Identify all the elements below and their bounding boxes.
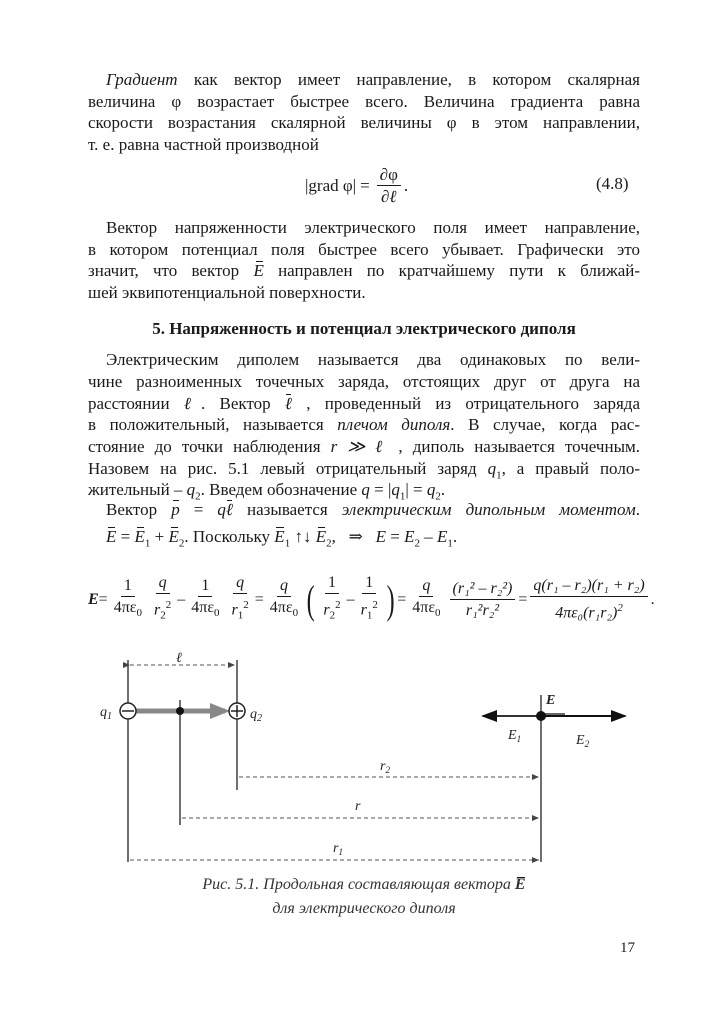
v: E xyxy=(106,527,117,546)
sub: 1 xyxy=(447,537,453,550)
p1-line-3: скорости возрастания скалярной величины φ в этом направлении, xyxy=(88,113,640,132)
p2-line-3 xyxy=(88,260,640,282)
t: жительный – xyxy=(88,480,187,499)
sub: 1 xyxy=(284,537,291,550)
p3-line-8 xyxy=(88,499,640,521)
sub: 2 xyxy=(326,537,332,550)
label-E2 xyxy=(575,733,590,749)
observation-point xyxy=(536,711,546,721)
sup: 2 xyxy=(335,599,341,612)
arrowhead xyxy=(210,703,230,719)
t: ↑↓ xyxy=(290,527,316,546)
frac xyxy=(450,579,516,622)
vector-E: E xyxy=(514,876,526,893)
ell: ℓ xyxy=(183,394,202,413)
sub: 2 xyxy=(329,609,336,622)
equation-4-8 xyxy=(305,162,408,210)
sub: 0 xyxy=(292,607,299,620)
minus: – xyxy=(346,591,355,608)
m: E xyxy=(436,527,448,546)
d: r xyxy=(323,601,330,619)
v: E xyxy=(315,527,327,546)
math: q xyxy=(487,459,497,478)
d: 4πε xyxy=(191,598,215,616)
t: стояние до точки наблюдения xyxy=(88,437,331,456)
t: . xyxy=(452,527,458,546)
sub: 0 xyxy=(435,607,441,620)
label-q2 xyxy=(250,707,262,724)
t: = xyxy=(179,500,218,519)
p3-line-6 xyxy=(88,458,640,480)
E: E xyxy=(576,733,585,748)
eq: = xyxy=(98,591,108,608)
label-r2 xyxy=(380,759,390,775)
t: Вектор xyxy=(106,500,172,519)
m: E xyxy=(404,527,415,546)
eq: = xyxy=(254,591,264,608)
t: + xyxy=(150,527,169,546)
t: . xyxy=(635,500,641,519)
m: q xyxy=(426,480,436,499)
t: . Введем обозначение xyxy=(200,480,362,499)
frac xyxy=(229,573,252,627)
text: как вектор имеет направление, в котором скалярная xyxy=(177,70,640,89)
m: q xyxy=(361,480,370,499)
v: E xyxy=(134,527,145,546)
t: Назовем на рис. 5.1 левый отрицательный заряд xyxy=(88,459,488,478)
label-r: r xyxy=(355,799,361,814)
E: E xyxy=(508,728,517,743)
paren: ) xyxy=(386,577,395,622)
d: r xyxy=(154,601,161,619)
sup: 2 xyxy=(617,601,623,614)
label-q1 xyxy=(100,705,112,722)
m: q xyxy=(186,480,196,499)
sub: 2 xyxy=(584,739,590,749)
r: r xyxy=(380,759,386,774)
vector-p: p xyxy=(171,500,180,519)
dipole-figure xyxy=(0,640,722,880)
sub: 1 xyxy=(366,609,373,622)
figure-caption-line-2: для электрического диполя xyxy=(272,900,456,917)
sub: 1 xyxy=(107,711,112,722)
math: r ≫ ℓ xyxy=(330,437,389,456)
v: E xyxy=(168,527,179,546)
text: значит, что вектор xyxy=(88,261,254,280)
sup: 2 xyxy=(165,599,172,612)
n: 1 xyxy=(198,576,212,597)
sub: 1 xyxy=(237,609,244,622)
r: r xyxy=(333,841,339,856)
sup: 2 xyxy=(243,599,249,612)
sub: 1 xyxy=(516,734,522,744)
t: называется xyxy=(232,500,342,519)
p3-line-4 xyxy=(88,414,640,436)
term-gradient: Градиент xyxy=(106,70,178,89)
frac xyxy=(188,576,222,624)
t: . Вектор xyxy=(201,394,285,413)
page-number: 17 xyxy=(620,940,635,956)
t: = xyxy=(385,527,405,546)
label-r1 xyxy=(333,841,343,857)
label-E: E xyxy=(546,693,556,708)
d: r xyxy=(231,601,238,619)
field-equation xyxy=(88,572,655,628)
n: q xyxy=(233,573,247,594)
p3-line-5 xyxy=(88,436,640,458)
sub: 2 xyxy=(435,490,441,503)
p2-line-4: шей эквипотенциальной поверхности. xyxy=(88,283,366,302)
q: q xyxy=(100,705,107,720)
numerator: ∂φ xyxy=(377,165,401,186)
eq: = xyxy=(397,591,407,608)
vector-E: E xyxy=(253,261,264,280)
p2-line-1: Вектор напряженности электрического поля имеет направление, xyxy=(106,218,640,237)
sub: 2 xyxy=(414,537,420,550)
t: , проведенный из отрицательного заряда xyxy=(292,394,641,413)
label-E1 xyxy=(507,728,521,744)
n: q xyxy=(419,576,433,597)
t: . В случае, когда рас- xyxy=(450,415,641,434)
frac xyxy=(320,573,343,627)
sub: 0 xyxy=(214,607,220,620)
sup: 2 xyxy=(372,599,378,612)
n: (r₁² – r₂²) xyxy=(450,579,516,600)
p3-line-3 xyxy=(88,393,640,415)
n: q(r₁ – r₂)(r₁ + r₂) xyxy=(530,576,647,597)
t: расстоянии xyxy=(88,394,184,413)
m: E xyxy=(375,527,386,546)
p2-line-2: в котором потенциал поля быстрее всего убывает. Графически это xyxy=(88,240,640,259)
denominator: ∂ℓ xyxy=(381,186,397,206)
d: r₁²r₂² xyxy=(465,601,500,619)
p3-line-7 xyxy=(88,479,640,501)
t: , диполь называется точечным. xyxy=(388,437,640,456)
equation-number: (4.8) xyxy=(596,174,629,193)
v: E xyxy=(274,527,285,546)
frac xyxy=(111,576,145,624)
sub: 2 xyxy=(195,490,201,503)
p1-line-2: величина φ возрастает быстрее всего. Величина градиента равна xyxy=(88,92,640,111)
t: Рис. 5.1. Продольная составляющая вектора xyxy=(202,876,515,893)
sub: 2 xyxy=(257,713,262,724)
d: 4πε₀(r₁r₂) xyxy=(555,604,618,622)
n: q xyxy=(277,576,291,597)
sub: 1 xyxy=(496,469,502,482)
E: E xyxy=(88,591,99,608)
t: = | xyxy=(369,480,392,499)
equals: = xyxy=(360,176,370,195)
sub: 2 xyxy=(385,765,390,775)
d: 4πε xyxy=(412,598,436,616)
sub: 1 xyxy=(144,537,151,550)
dot: . xyxy=(650,591,655,608)
frac xyxy=(530,576,647,624)
p1-line-4: т. е. равна частной производной xyxy=(88,135,319,154)
frac xyxy=(151,573,174,627)
sub: 2 xyxy=(160,609,166,622)
n: 1 xyxy=(325,573,339,594)
m: q xyxy=(217,500,226,519)
frac xyxy=(409,576,443,624)
d: 4πε xyxy=(113,598,137,616)
minus: – xyxy=(177,591,186,608)
t: в положительный, называется xyxy=(88,415,338,434)
sub: 0 xyxy=(136,607,142,620)
n: q xyxy=(156,573,170,594)
section-heading: 5. Напряженность и потенциал электрического диполя xyxy=(152,319,576,338)
d: r xyxy=(360,601,367,619)
eq: = xyxy=(518,591,528,608)
p3-line-2: чине разноименных точечных заряда, отстоящих друг от друга на xyxy=(88,372,640,391)
p3-line-9 xyxy=(106,526,658,548)
n: 1 xyxy=(121,576,135,597)
t: – xyxy=(419,527,437,546)
t: = xyxy=(116,527,135,546)
term-dipole-moment: электрическим дипольным моментом xyxy=(341,500,636,519)
frac xyxy=(358,573,381,627)
p1-line-1 xyxy=(88,69,640,91)
sub: 2 xyxy=(178,537,185,550)
fraction xyxy=(377,165,401,208)
m: q xyxy=(391,480,400,499)
sub: 1 xyxy=(338,847,343,857)
paren: ( xyxy=(306,577,315,622)
dipole-center xyxy=(176,707,184,715)
vector-ell: ℓ xyxy=(284,394,293,413)
t: , а правый поло- xyxy=(501,459,640,478)
t: , ⇒ xyxy=(331,527,376,546)
d: 4πε xyxy=(269,598,293,616)
n: 1 xyxy=(362,573,376,594)
q: q xyxy=(250,707,257,722)
label-ell: ℓ xyxy=(176,651,182,666)
figure-caption-line-1 xyxy=(88,876,640,894)
text: направлен по кратчайшему пути к ближай- xyxy=(263,261,640,280)
p3-line-1: Электрическим диполем называется два одинаковых по вели- xyxy=(106,350,640,369)
grad-abs: |grad φ| xyxy=(305,176,357,195)
sub: 1 xyxy=(399,490,406,503)
t: | = xyxy=(405,480,427,499)
term-dipole-arm: плечом диполя xyxy=(337,415,451,434)
frac xyxy=(267,576,301,624)
vector-ell: ℓ xyxy=(225,500,233,519)
t: . xyxy=(440,480,446,499)
t: . Поскольку xyxy=(184,527,275,546)
period: . xyxy=(403,176,409,195)
